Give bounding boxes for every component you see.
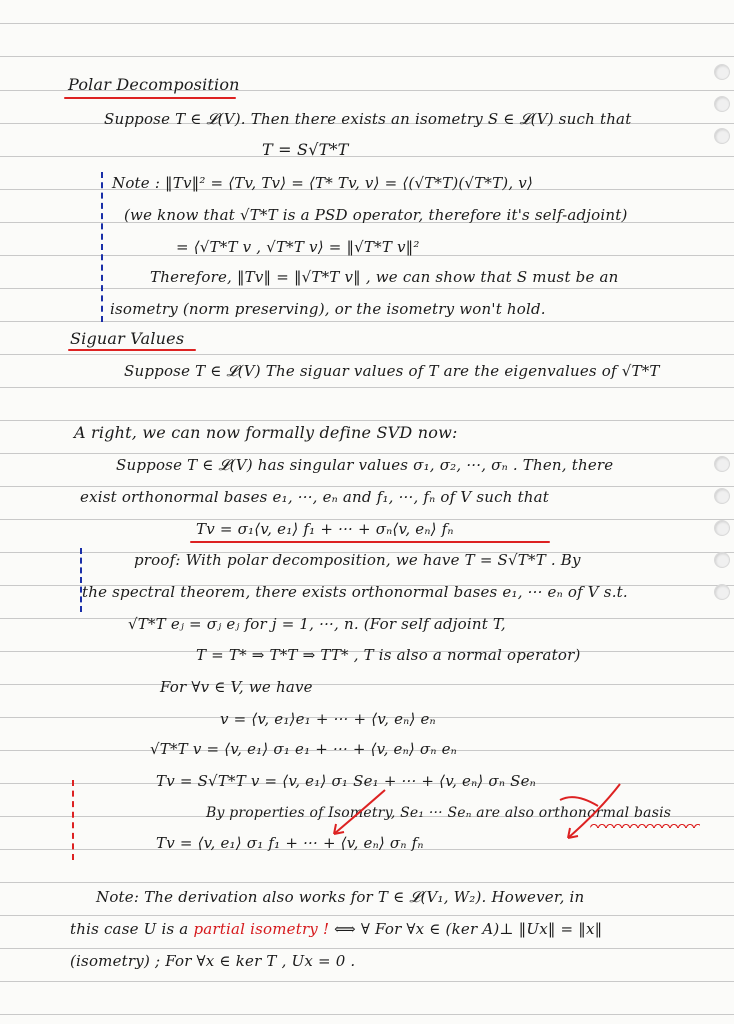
formula-polar: T = S√T*T: [262, 140, 349, 159]
text-line: Tv = ⟨v, e₁⟩ σ₁ f₁ + ··· + ⟨v, eₙ⟩ σₙ fₙ: [156, 834, 424, 852]
text-line: √T*T eⱼ = σⱼ eⱼ for j = 1, ···, n. (For self adjoint T,: [128, 615, 506, 633]
text-line: the spectral theorem, there exists orthonormal bases e₁, ··· eₙ of V s.t.: [82, 583, 628, 601]
text-line: √T*T v = ⟨v, e₁⟩ σ₁ e₁ + ··· + ⟨v, eₙ⟩ σₙ eₙ: [150, 740, 457, 758]
text-line: T = T* ⇒ T*T ⇒ TT* , T is also a normal operator): [196, 646, 581, 664]
text-segment: ⟺ ∀ For ∀x ∈ (ker A)⊥ ‖Ux‖ = ‖x‖: [329, 920, 603, 938]
arrow-sen-to-fn: [568, 784, 620, 838]
text-line: Note : ‖Tv‖² = ⟨Tv, Tv⟩ = ⟨T* Tv, v⟩ = ⟨(√T*T)(√T*T), v⟩: [112, 174, 534, 192]
heading-polar-decomposition: Polar Decomposition: [68, 75, 240, 94]
text-line: Suppose T ∈ 𝓛(V). Then there exists an isometry S ∈ 𝓛(V) such that: [104, 110, 632, 128]
text-line: Therefore, ‖Tv‖ = ‖√T*T v‖ , we can show that S must be an: [150, 268, 619, 286]
heading-singular-values: Siguar Values: [70, 329, 185, 348]
text-line: By properties of Isometry, Se₁ ··· Seₙ are also orthonormal basis: [206, 805, 672, 821]
text-line: Tv = S√T*T v = ⟨v, e₁⟩ σ₁ Se₁ + ··· + ⟨v, eₙ⟩ σₙ Seₙ: [156, 772, 536, 790]
partial-isometry-highlight: partial isometry !: [193, 920, 330, 938]
text-line: isometry (norm preserving), or the isometry won't hold.: [110, 300, 546, 318]
text-line: proof: With polar decomposition, we have T = S√T*T . By: [134, 551, 581, 569]
text-line: (we know that √T*T is a PSD operator, therefore it's self-adjoint): [124, 206, 628, 224]
text-line: (isometry) ; For ∀x ∈ ker T , Ux = 0 .: [70, 952, 356, 970]
text-segment: this case U is a: [70, 920, 194, 938]
text-line-partial-isometry: [70, 920, 602, 938]
text-line: A right, we can now formally define SVD now:: [74, 423, 458, 442]
text-line: = ⟨√T*T v , √T*T v⟩ = ‖√T*T v‖²: [176, 238, 420, 256]
text-line: For ∀v ∈ V, we have: [160, 678, 313, 696]
text-line: Suppose T ∈ 𝓛(V) has singular values σ₁, σ₂, ···, σₙ . Then, there: [116, 456, 614, 474]
text-line: exist orthonormal bases e₁, ···, eₙ and f₁, ···, fₙ of V such that: [80, 488, 550, 506]
text-line: Note: The derivation also works for T ∈ 𝓛(V₁, W₂). However, in: [96, 888, 585, 906]
text-line: v = ⟨v, e₁⟩e₁ + ··· + ⟨v, eₙ⟩ eₙ: [220, 710, 436, 728]
arrow-curve: [560, 797, 598, 806]
formula-svd: Tv = σ₁⟨v, e₁⟩ f₁ + ··· + σₙ⟨v, eₙ⟩ fₙ: [196, 520, 454, 538]
text-line: Suppose T ∈ 𝓛(V) The siguar values of T are the eigenvalues of √T*T: [124, 362, 660, 380]
arrow-se1-to-f1: [334, 790, 385, 834]
